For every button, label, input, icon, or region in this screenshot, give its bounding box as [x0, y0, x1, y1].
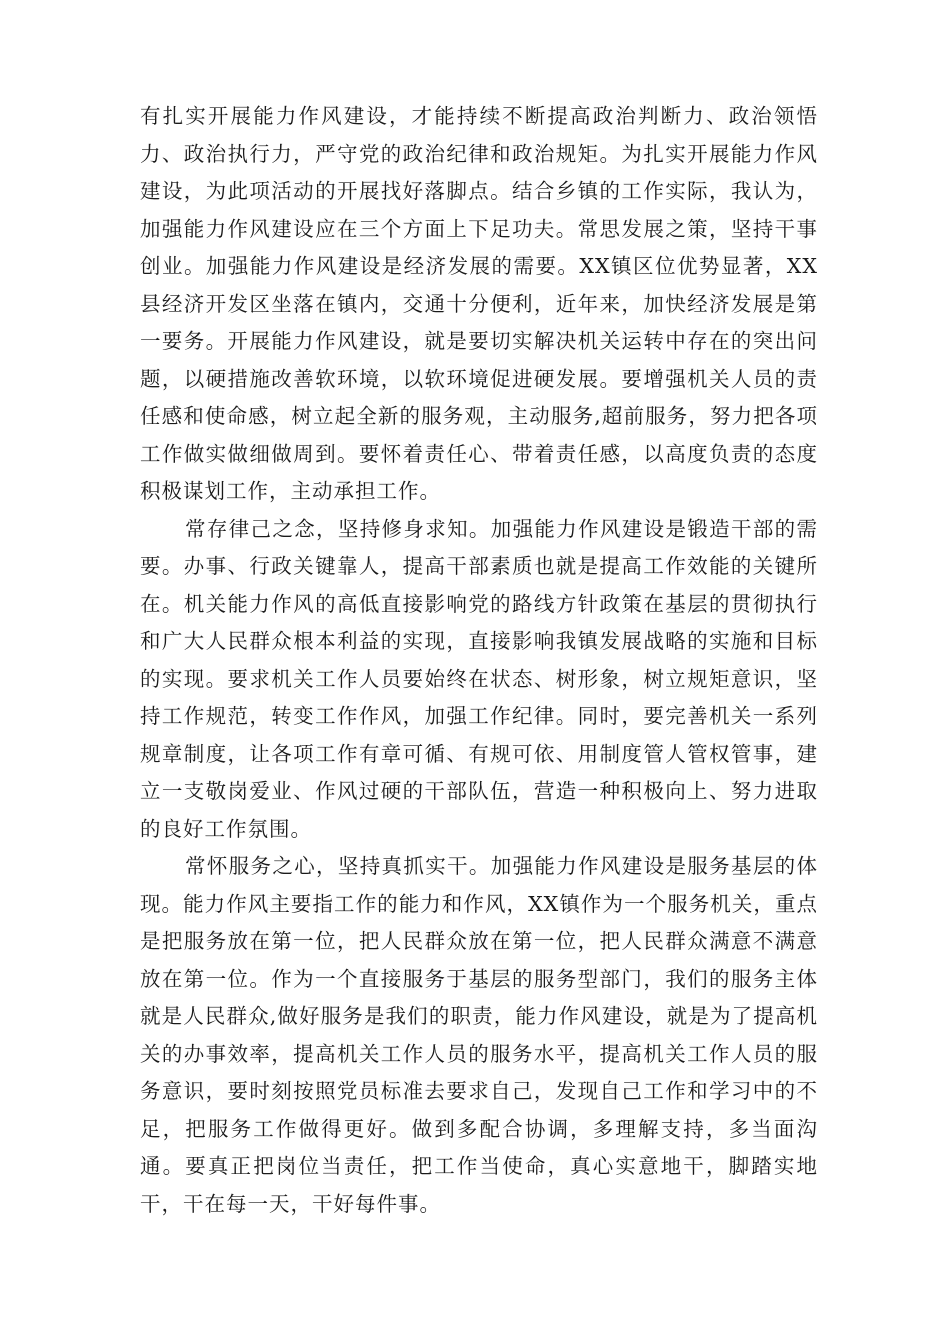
- paragraph-service: 常怀服务之心，坚持真抓实干。加强能力作风建设是服务基层的体现。能力作风主要指工作的能力和作风，XX镇作为一个服务机关，重点是把服务放在第一位，把人民群众放在第一位，把人民群众满意不满意放在第一位。作为一个直接服务于基层的服务型部门，我们的服务主体就是人民群众,做好服务是我们的职责，能力作风建设，就是为了提高机关的办事效率，提高机关工作人员的服务水平，提高机关工作人员的服务意识，要时刻按照党员标准去要求自己，发现自己工作和学习中的不足，把服务工作做得更好。做到多配合协调，多理解支持，多当面沟通。要真正把岗位当责任，把工作当使命，真心实意地干，脚踏实地干，干在每一天，干好每件事。: [140, 854, 818, 1216]
- paragraph-continuation: 有扎实开展能力作风建设，才能持续不断提高政治判断力、政治领悟力、政治执行力，严守党的政治纪律和政治规矩。为扎实开展能力作风建设，为此项活动的开展找好落脚点。结合乡镇的工作实际，我认为，加强能力作风建设应在三个方面上下足功夫。常思发展之策，坚持干事创业。加强能力作风建设是经济发展的需要。XX镇区位优势显著，XX县经济开发区坐落在镇内，交通十分便利，近年来，加快经济发展是第一要务。开展能力作风建设，就是要切实解决机关运转中存在的突出问题，以硬措施改善软环境，以软环境促进硬发展。要增强机关人员的责任感和使命感，树立起全新的服务观，主动服务,超前服务，努力把各项工作做实做细做周到。要怀着责任心、带着责任感，以高度负责的态度积极谋划工作，主动承担工作。: [140, 104, 818, 503]
- paragraph-self-discipline: 常存律己之念，坚持修身求知。加强能力作风建设是锻造干部的需要。办事、行政关键靠人，提高干部素质也就是提高工作效能的关键所在。机关能力作风的高低直接影响党的路线方针政策在基层的贯彻执行和广大人民群众根本利益的实现，直接影响我镇发展战略的实施和目标的实现。要求机关工作人员要始终在状态、树形象，树立规矩意识，坚持工作规范，转变工作作风，加强工作纪律。同时，要完善机关一系列规章制度，让各项工作有章可循、有规可依、用制度管人管权管事，建立一支敬岗爱业、作风过硬的干部队伍，营造一种积极向上、努力进取的良好工作氛围。: [140, 516, 818, 841]
- document-page: [140, 98, 818, 1223]
